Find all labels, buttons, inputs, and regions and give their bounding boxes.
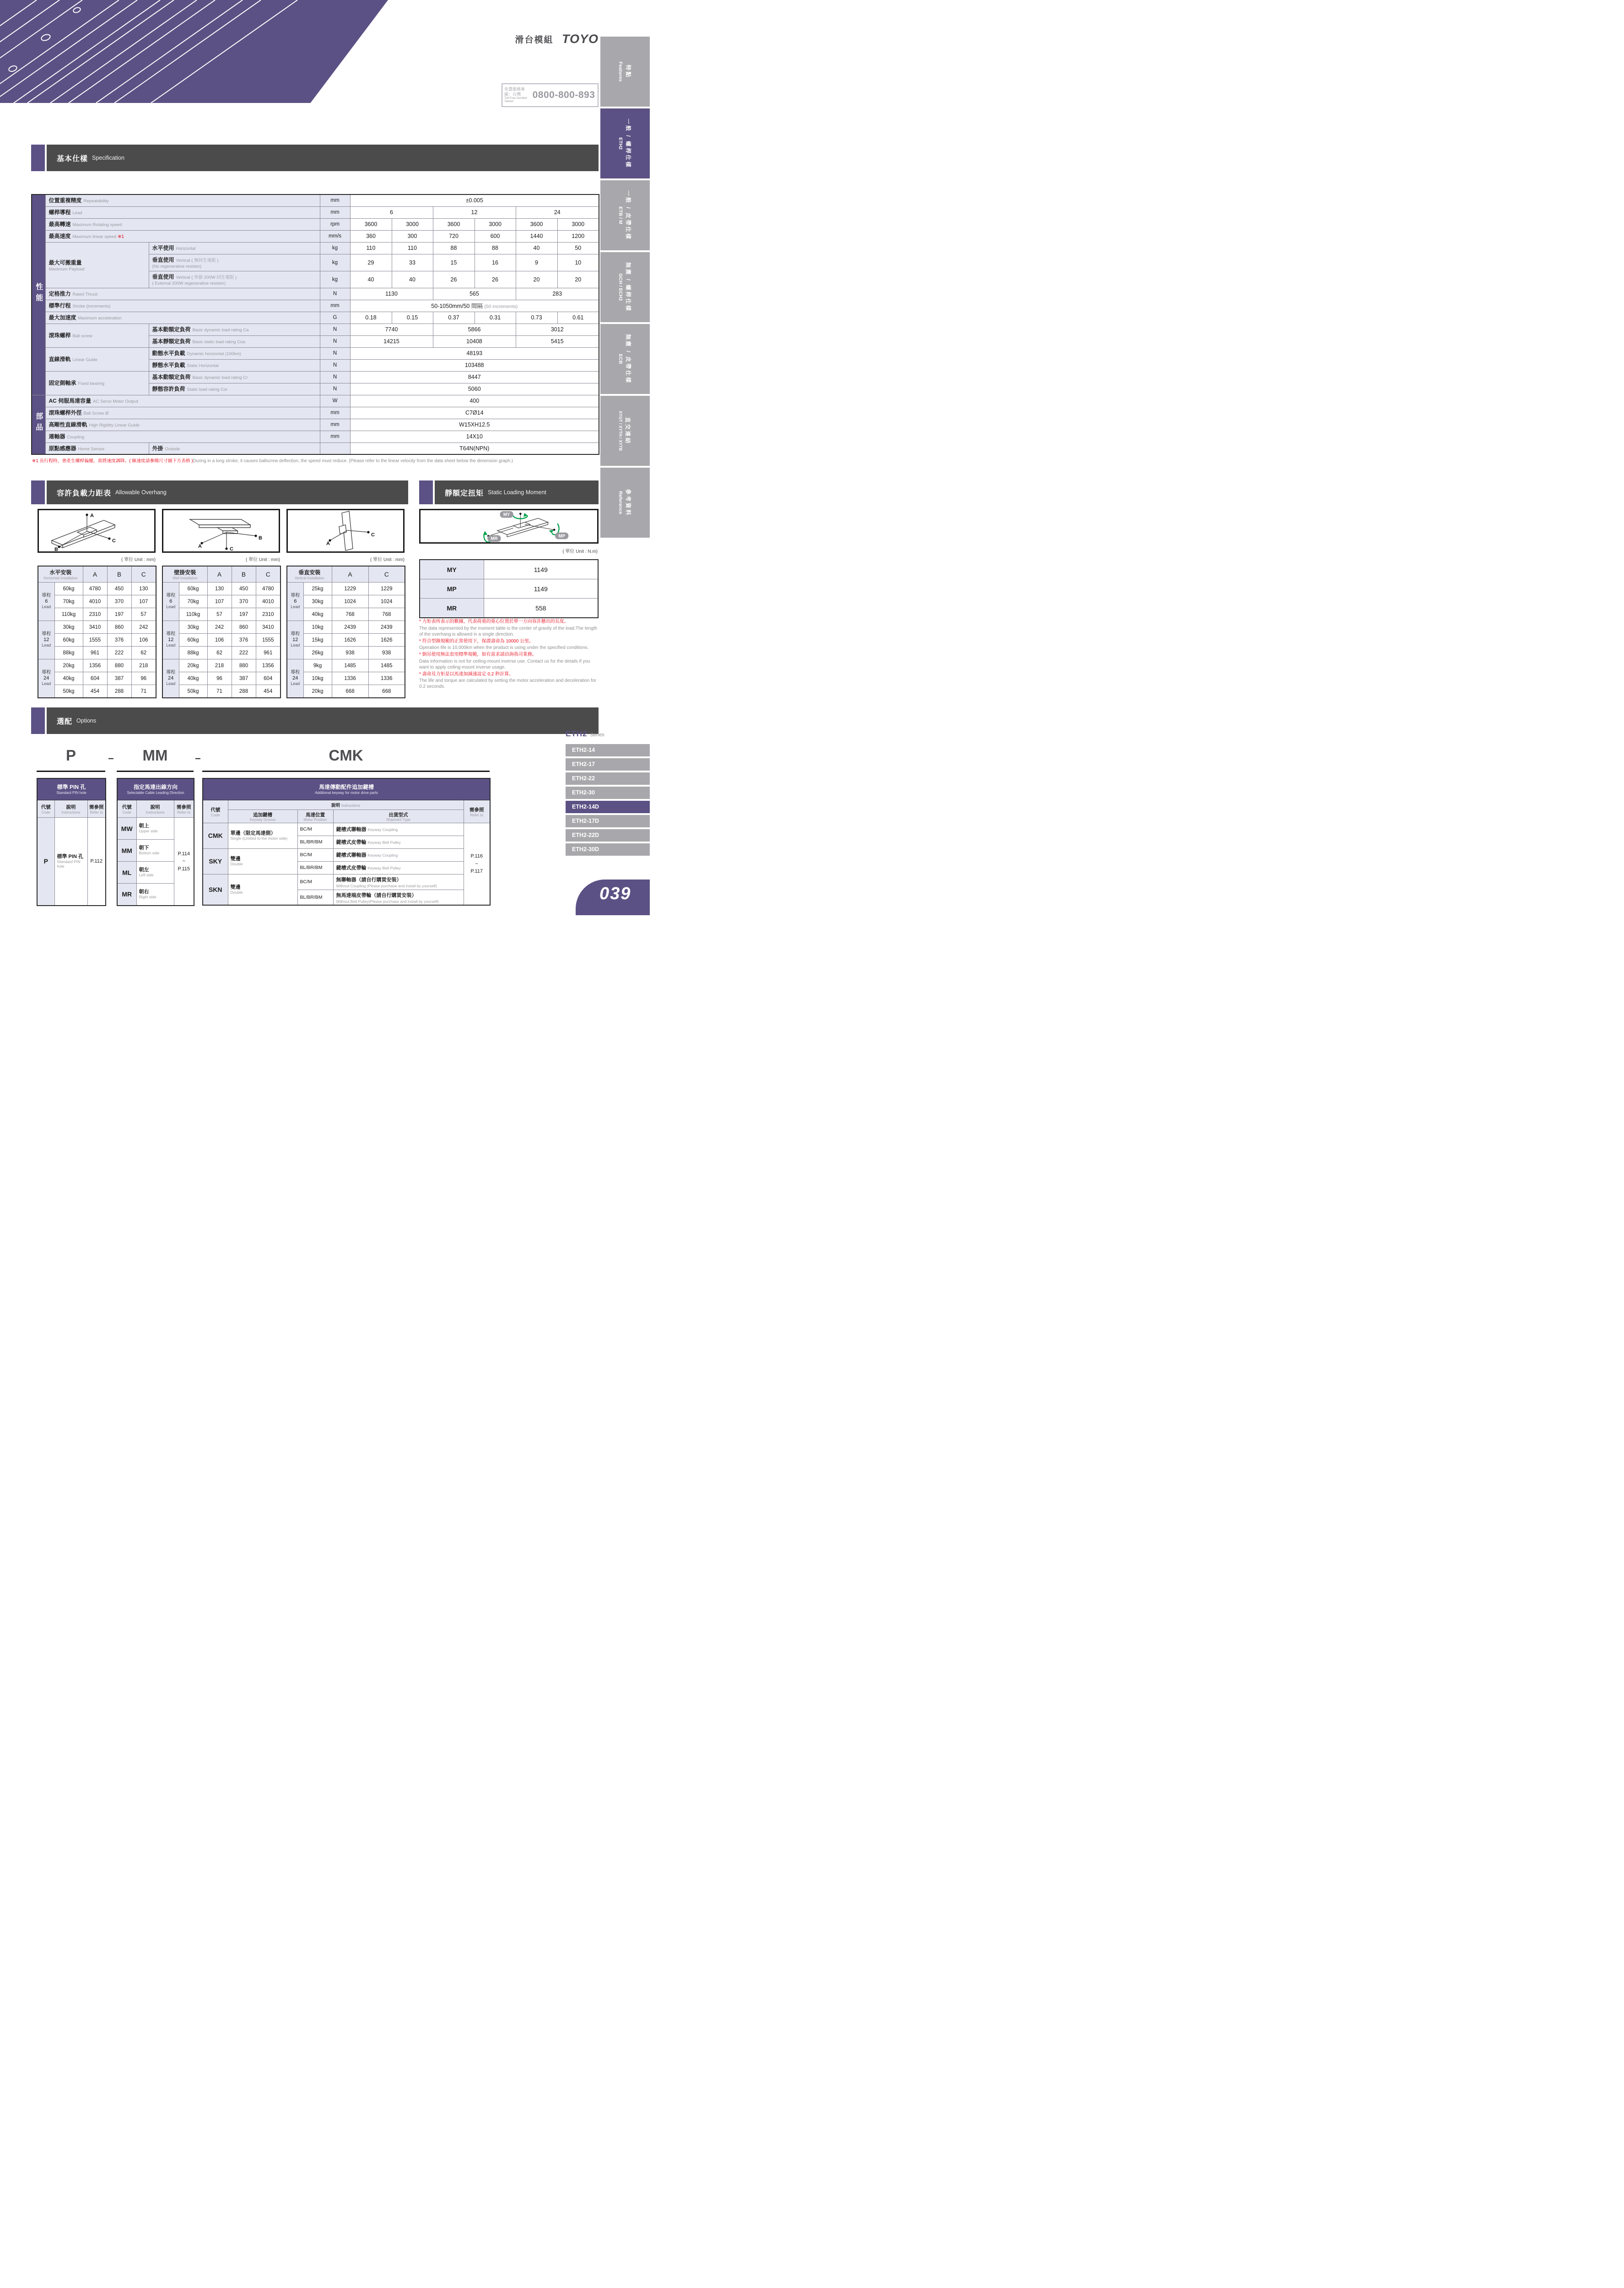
overhang-title-zh: 容許負載力距表 [57, 489, 112, 497]
note-zh: * 符合型錄規範的正常使用下，保證壽命為 10000 公里。 [419, 638, 534, 644]
table-row: 靜態容許負荷 Static load rating Cor N 5060 [32, 383, 599, 395]
table-row: 原點感應器 Home Sensor 外掛 Outside T64N(NPN) [32, 442, 599, 454]
point-label-a: A [90, 513, 94, 518]
sidebar-tab-reference[interactable] [600, 468, 650, 538]
table-row: 定格推力 Rated Thrust N 1130 565 283 [32, 288, 599, 300]
table-row: 螺桿導程 Lead mm 6 12 24 [32, 206, 599, 218]
vertical-install-table: 垂直安裝 Vertical Installation A C 導程 6 Lead 25kg 1229 1229 30kg 1024 1024 40kg 768 768 導程 12 Lead 10kg 2439 2439 15kg 1626 1626 26kg 938 938 導程 24 Lead 9kg 1485 1485 10kg 1336 1336 20kg 668 668 [286, 566, 405, 698]
note-en: The data represented by the moment table is the center of gravity of the load.The length of the overhang is allowed in a single direction. [419, 626, 598, 637]
moment-notes [419, 619, 599, 691]
series-item-eth2-22d[interactable]: ETH2-22D [566, 829, 650, 842]
table-row: 滾珠螺桿 Ball screw 基本動額定負荷 Basic dynamic load rating Ca N 7740 5866 3012 [32, 324, 599, 335]
wall-install-table: 壁掛安裝 Wall Installation A B C 導程 6 Lead 60kg 130 450 4780 70kg 107 370 4010 110kg 57 197 2310 導程 12 Lead 30kg 242 860 3410 60kg 106 376 1555 88kg 62 222 961 導程 24 Lead 20kg 218 880 1356 40kg 96 387 604 50kg 71 288 454 [162, 566, 281, 698]
tab-label-zh: 無塵 / 皮帶仕樣 [625, 334, 631, 384]
table-row: 標準行程 Stroke (increments) mm 50-1050mm/50 間隔 (50 increments) [32, 300, 599, 312]
unit-note: ( 單位 Unit : mm) [121, 557, 156, 562]
table-row: 連軸器 Coupling mm 14X10 [32, 431, 599, 442]
performance-strip: 性能 [32, 194, 45, 395]
code-mm: MM [142, 747, 168, 764]
tollfree-labels [504, 87, 532, 103]
spec-table [31, 194, 599, 455]
note-zh: * 力矩表所表示的數據，代表荷重的重心位置於單一方向容許懸出的長度。 [419, 619, 569, 624]
table-row: 基本靜額定負荷 Basic static load rating Coa N 14215 10408 5415 [32, 335, 599, 347]
tollfree-label-en: Toll-Free Number Taiwan [504, 96, 528, 103]
tollfree-number: 0800-800-893 [532, 90, 595, 100]
series-name: ETH2 [566, 729, 588, 738]
series-item-eth2-22[interactable]: ETH2-22 [566, 772, 650, 785]
table-row: 靜態水平負載 Static Horizontal N 103488 [32, 359, 599, 371]
series-item-eth2-30d[interactable]: ETH2-30D [566, 843, 650, 856]
wall-install-diagram [162, 509, 280, 553]
note-zh: * 壽命及力矩是以馬達加減速設定 0.2 秒計算。 [419, 671, 514, 677]
point-label-c: C [112, 538, 116, 544]
tollfree-label-zh: 免費服務專線：台灣 [504, 87, 525, 97]
table-row: 最大加速度 Maximum acceleration G 0.18 0.15 0.37 0.31 0.73 0.61 [32, 312, 599, 324]
tab-label-zh: 特點 [625, 65, 631, 79]
series-item-eth2-14[interactable]: ETH2-14 [566, 744, 650, 756]
tab-label-en: Reference [618, 491, 623, 514]
overhang-title-en: Allowable Overhang [115, 489, 167, 496]
series-item-eth2-14d[interactable]: ETH2-14D [566, 801, 650, 813]
page-number-badge [576, 880, 650, 915]
overhang-header-accent [31, 480, 45, 504]
series-item-eth2-17d[interactable]: ETH2-17D [566, 815, 650, 827]
code-underline [202, 771, 490, 772]
note-en: The life and torque are calculated by setting the motor acceleration and deceleration for 0.2 seconds. [419, 678, 596, 689]
toyo-logo: TOYO [561, 32, 599, 46]
cable-direction-option-table: 指定馬達出線方向 Selectable Cable Leading Direction 代號 Code 說明 Instructions 需參照 Refer to MW 朝上 Upper side P.114 ~ P.115 MM 朝下 Bottom side ML 朝左 Left side MR 朝右 Right side [117, 778, 194, 906]
tab-label-zh: 一般 / 皮帶仕樣 [625, 190, 631, 240]
moment-diagram [419, 509, 599, 544]
tab-label-zh: 參考資料 [625, 489, 631, 517]
unit-note-nm: ( 單位 Unit : N.m) [562, 549, 598, 554]
tab-label-zh: 一般 / 螺桿仕樣 [625, 118, 631, 168]
point-label-b: B [259, 535, 262, 541]
code-underline [117, 771, 194, 772]
point-label-a: A [326, 541, 330, 546]
tollfree-box [502, 83, 599, 107]
code-p: P [65, 747, 76, 764]
moment-label-mp: MP [558, 534, 565, 539]
table-row: 垂直使用 Vertical ( 外掛 200W 回生電阻 ) ( External 200W regenerative resistor) kg 40 40 26 26 20 20 [32, 271, 599, 288]
actuator-line-art [0, 0, 388, 103]
vertical-install-diagram [286, 509, 405, 553]
moment-title-zh: 靜額定扭矩 [445, 489, 484, 497]
sidebar-tab-xy-link[interactable] [600, 396, 650, 466]
series-item-eth2-30[interactable]: ETH2-30 [566, 787, 650, 799]
tab-label-zh: 直交連結 [625, 417, 631, 445]
table-row: 高剛性直線滑軌 High Rigidity Linear Guide mm W15XH12.5 [32, 419, 599, 431]
table-row: 部品 AC 伺服馬達容量 AC Servo Motor Output W 400 [32, 395, 599, 407]
tab-label-en: ETH2 [618, 137, 623, 150]
tab-label-en: XYGT / XYTH / XYTB [618, 410, 623, 451]
moment-title-en: Static Loading Moment [488, 489, 546, 496]
overhang-section-header [47, 480, 408, 504]
note-zh: * 倒吊使用無法套用標準規範，如有需求請洽詢我司業務。 [419, 652, 537, 657]
tab-label-en: ETB / M [618, 206, 623, 224]
header-banner [0, 0, 388, 103]
table-row: 滾珠螺桿外徑 Ball Screw Ø mm C7Ø14 [32, 407, 599, 419]
tab-label-zh: 無塵 / 螺桿仕樣 [625, 262, 631, 312]
sidebar-tab-features[interactable] [600, 37, 650, 107]
table-row: 最高轉速 Maximum Rotating speed rpm 3600 3000 3600 3000 3600 3000 [32, 218, 599, 230]
moment-label-my: MY [503, 512, 510, 518]
spec-footnote: ※1 長行程時，會產生螺桿偏擺，需將速度調降。( 線速度請參閱尺寸圖下方表格 )During in a long stroke, it causes ballscrew deflection, the speed must reduce. (Please refer to the linear velocity from the data sheet below the dimension graph.) [32, 459, 513, 464]
page-number: 039 [599, 884, 631, 903]
point-label-b: B [54, 547, 58, 551]
spec-section-header [47, 145, 599, 171]
code-cmk: CMK [329, 747, 363, 764]
moment-header-accent [419, 480, 433, 504]
table-row: 固定側軸承 Fixed bearing 基本動額定負荷 Basic dynamic load rating Cr N 8447 [32, 371, 599, 383]
point-label-a: A [198, 544, 202, 549]
moment-label-mr: MR [491, 536, 498, 542]
tab-label-en: GCH / ECH2 [618, 273, 623, 301]
point-label-c: C [230, 546, 233, 551]
series-item-eth2-17[interactable]: ETH2-17 [566, 758, 650, 771]
tab-label-en: ECB [618, 354, 623, 364]
note-en: Operation life is 10,000km when the product is using under the specified conditions. [419, 645, 589, 650]
sidebar-tab-etb-m[interactable] [600, 180, 650, 250]
code-underline [37, 771, 105, 772]
spec-header-accent [31, 145, 45, 171]
note-en: Data information is not for ceiling-mount inverse use. Contact us for the details if you want to apply ceiling-mount inverse usage. [419, 658, 590, 670]
code-dash: – [195, 752, 201, 764]
parts-strip: 部品 [32, 395, 45, 454]
options-header-accent [31, 707, 45, 734]
table-row: 直線滑軌 Linear Guide 動態水平負載 Dynamic horizontal (100km) N 48193 [32, 347, 599, 359]
brand-area [489, 32, 599, 46]
options-title-en: Options [76, 718, 97, 724]
sidebar-tab-ecb[interactable] [600, 324, 650, 394]
table-row: 垂直使用 Vertical ( 無回生電阻 ) (No regenerative resistor) kg 29 33 15 16 9 10 [32, 254, 599, 271]
table-row: 性能 位置重複精度 Repeatability mm ±0.005 [32, 194, 599, 206]
catalog-page [0, 0, 650, 915]
series-title [566, 729, 604, 739]
spec-title-zh: 基本仕樣 [57, 155, 88, 163]
sidebar-tab-eth2[interactable] [600, 108, 650, 178]
tab-label-en: Features [618, 61, 623, 82]
pin-hole-option-table: 標準 PIN 孔 Standard PIN hole 代號 Code 說明 Instructions 需參照 Refer to P 標準 PIN 孔 Standard PIN hole P.112 [37, 778, 106, 906]
product-type-label: 滑台模組 [515, 35, 554, 45]
horizontal-install-diagram [38, 509, 156, 553]
unit-note: ( 單位 Unit : mm) [370, 557, 405, 562]
spec-title-en: Specification [92, 155, 124, 161]
table-row: 最大可搬重量 Maximum Payload 水平使用 Horizontal kg 110 110 88 88 40 50 [32, 242, 599, 254]
series-suffix: Series [590, 732, 604, 738]
point-label-c: C [371, 532, 375, 538]
keyway-option-table: 馬達傳動配件追加鍵槽 Additional keyway for motor drive parts 代號 Code 說明 Instructions 需參照 Refer to 追加鍵槽 Keyway Groove 馬達位置 Motor Position 出貨型式 Shipment Type CMK 單邊（限定馬達側） Single (Limited to the motor side) BC/M 鍵槽式聯軸器 Keyway Coupling P.116 ~ P.117 BL/BR/BM 鍵槽式皮帶輪 Keyway Belt Pulley SKY 雙邊 Double BC/M 鍵槽式聯軸器 Keyway Coupling BL/BR/BM 鍵槽式皮帶輪 Keyway Belt Pulley SKN 雙邊 Double BC/M 無聯軸器（請自行購買安裝） Without Coupling (Please purchase and install by yourself) BL/BR/BM 無馬達端皮帶輪（請自行購買安裝） Without Belt Pulley(Please purchase and install by yourself) [202, 778, 491, 906]
unit-note: ( 單位 Unit : mm) [246, 557, 280, 562]
table-row: 最高速度 Maximum linear speed ※1 mm/s 360 300 720 600 1440 1200 [32, 230, 599, 242]
horizontal-install-table: 水平安裝 Horizontal Installation A B C 導程 6 Lead 60kg 4780 450 130 70kg 4010 370 107 110kg 2310 197 57 導程 12 Lead 30kg 3410 860 242 60kg 1555 376 106 88kg 961 222 62 導程 24 Lead 20kg 1356 880 218 40kg 604 387 96 50kg 454 288 71 [38, 566, 156, 698]
options-title-zh: 選配 [57, 718, 73, 726]
moment-section-header [435, 480, 599, 504]
options-section-header [47, 707, 599, 734]
code-dash: – [108, 752, 114, 764]
sidebar-tab-gch-ech2[interactable] [600, 252, 650, 322]
static-moment-table: MY 1149 MP 1149 MR 558 [419, 559, 599, 618]
